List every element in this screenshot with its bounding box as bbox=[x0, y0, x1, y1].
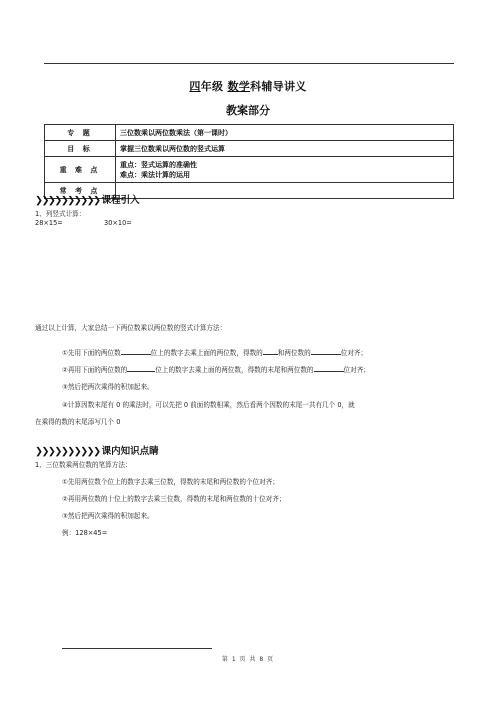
method-step-2 bbox=[62, 364, 370, 374]
footer-rule bbox=[62, 648, 212, 649]
subject-suffix: 科辅导讲义 bbox=[250, 80, 307, 93]
method-step-3: ③然后把两次乘得的积加起来。 bbox=[62, 383, 154, 391]
text: 位对齐； bbox=[343, 366, 370, 374]
row-label: 专 题 bbox=[45, 125, 116, 141]
grade: 四 bbox=[189, 80, 201, 93]
section-title: 课程引入 bbox=[101, 195, 140, 206]
section-heading-knowledge bbox=[35, 443, 159, 457]
text: 位上的数字去乘上面的两位数，得数的 bbox=[150, 349, 263, 357]
fill-blank bbox=[314, 365, 344, 372]
section-heading-intro bbox=[35, 192, 140, 206]
text: ①先用下面的两位数 bbox=[62, 349, 121, 357]
table-row bbox=[45, 125, 454, 141]
knowledge-step-1: ①先用两位数个位上的数字去乘三位数，得数的末尾和两位数的个位对齐； bbox=[62, 478, 279, 486]
row-value: 掌握三位数乘以两位数的竖式运算 bbox=[116, 141, 454, 157]
section-arrows: ❯❯❯❯❯❯❯❯❯❯ bbox=[35, 446, 100, 457]
header-rule bbox=[44, 63, 454, 64]
text: ②再用下面的两位数的 bbox=[62, 366, 128, 374]
text: 和两位数的 bbox=[277, 349, 311, 357]
text: 位上的数字去乘上面的两位数，得数的末尾和两位数的 bbox=[155, 366, 314, 374]
expression-1: 28×15= bbox=[35, 219, 63, 227]
fill-blank bbox=[127, 365, 155, 372]
row-label: 常 考 点 bbox=[45, 183, 116, 199]
method-step-1 bbox=[62, 347, 367, 357]
subject: 数学 bbox=[227, 80, 251, 93]
row-value: 三位数乘以两位数乘法（第一课时） bbox=[116, 125, 454, 141]
fill-blank bbox=[311, 348, 341, 355]
page-number: 第 1 页 共 8 页 bbox=[221, 656, 275, 663]
difficult-point: 难点：乘法计算的运用 bbox=[120, 170, 190, 179]
table-row bbox=[45, 141, 454, 157]
row-label: 目 标 bbox=[45, 141, 116, 157]
fill-blank bbox=[263, 348, 278, 355]
section-title: 课内知识点睛 bbox=[101, 446, 159, 457]
method-step-4-cont: 在乘得的数的末尾添写几个 0 bbox=[35, 418, 121, 426]
table-row bbox=[45, 157, 454, 183]
knowledge-step-2: ②再用两位数的十位上的数字去乘三位数，得数的末尾和两位数的十位对齐； bbox=[62, 495, 286, 503]
summary-text: 通过以上计算，大家总结一下两位数乘以两位数的竖式计算方法： bbox=[35, 324, 227, 332]
text: 位对齐； bbox=[340, 349, 368, 357]
grade-suffix: 年级 bbox=[200, 80, 224, 93]
lesson-info-table bbox=[44, 124, 454, 199]
key-point: 重点：竖式运算的准确性 bbox=[120, 160, 197, 169]
fill-blank bbox=[121, 348, 151, 355]
row-label: 重 难 点 bbox=[45, 157, 116, 183]
question-1: 1、列竖式计算： bbox=[35, 210, 86, 218]
method-step-4: ④计算因数末尾有 0 的乘法时，可以先把 0 前面的数相乘，然后看两个因数的末尾一共有几个 0，就 bbox=[62, 401, 355, 409]
section-arrows: ❯❯❯❯❯❯❯❯❯❯ bbox=[35, 195, 100, 206]
knowledge-heading: 1、三位数乘两位数的笔算方法： bbox=[35, 461, 132, 469]
page-title bbox=[0, 78, 496, 94]
row-value bbox=[116, 157, 454, 183]
row-value bbox=[116, 183, 454, 199]
page-subtitle: 教案部分 bbox=[226, 104, 270, 117]
knowledge-step-3: ③然后把两次乘得的积加起来。 bbox=[62, 512, 154, 520]
expression-2: 30×10= bbox=[104, 219, 132, 227]
example-problem: 例：128×45= bbox=[62, 529, 108, 537]
